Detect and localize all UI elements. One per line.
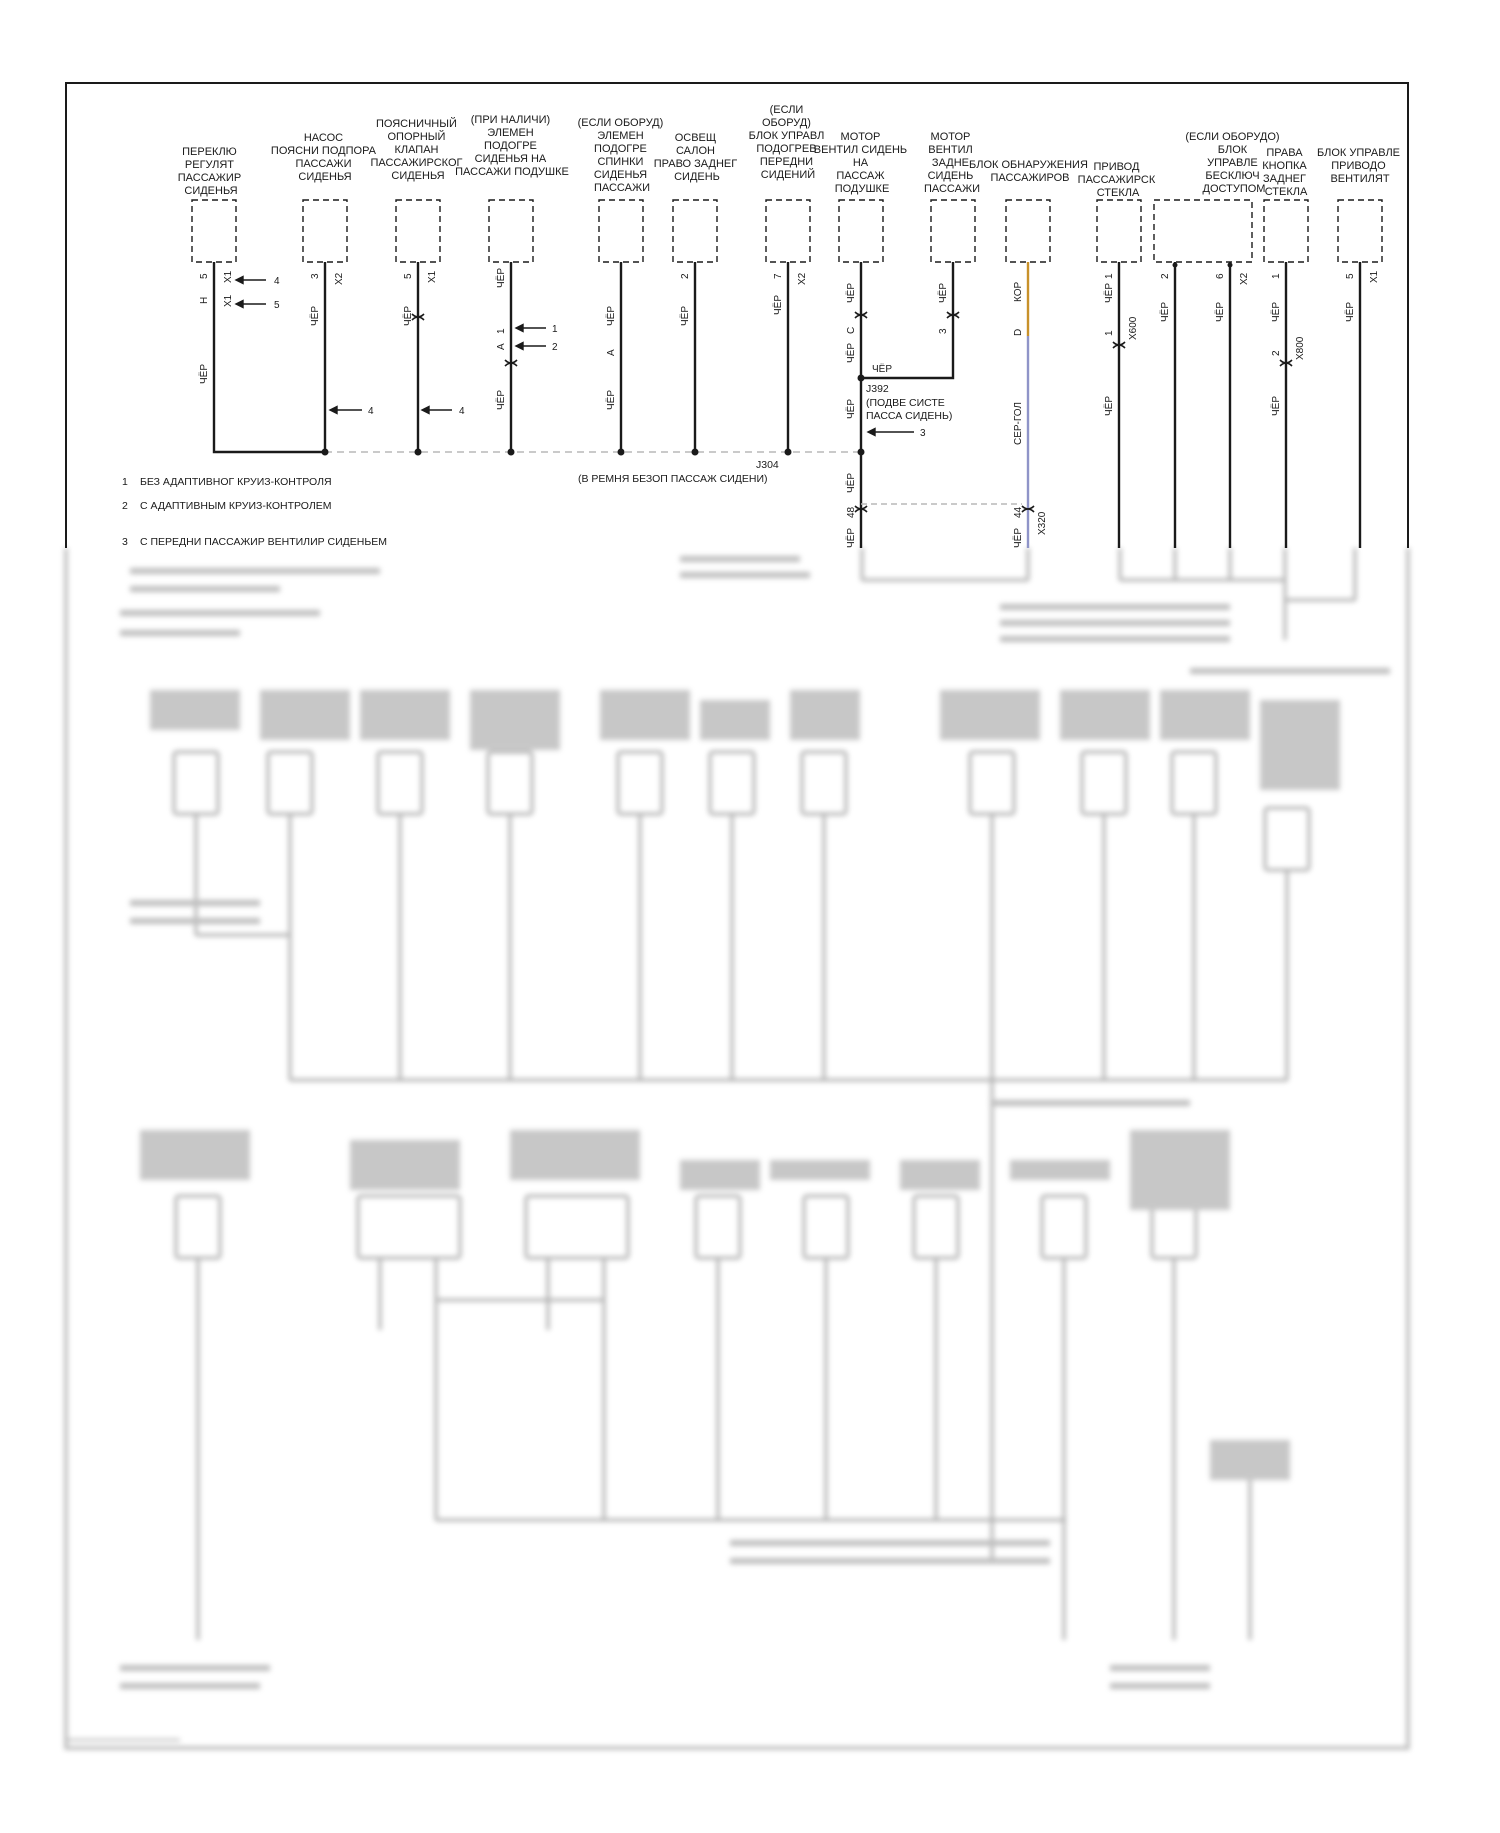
label-cushion-fan: МОТОР ВЕНТИЛ СИДЕНЬ НА ПАССАЖ ПОДУШКЕ (813, 131, 908, 195)
note-text: БЕЗ АДАПТИВНОГ КРУИЗ-КОНТРОЛЯ (140, 476, 332, 488)
wire-color-label: КОР (1013, 281, 1024, 302)
wire-color-label: ЧЁР (199, 363, 210, 384)
pin-label: X1 (223, 270, 234, 283)
pin-label: X2 (797, 272, 808, 285)
splice-j392-desc: ПАССА СИДЕНЬ) (866, 410, 953, 422)
splice-dot (508, 449, 515, 456)
callout-arrows (236, 277, 914, 436)
pin-label: X600 (1128, 316, 1139, 340)
pin-label: 2 (680, 273, 691, 279)
pin-label: 3 (938, 328, 949, 334)
component-box-window-motor (1097, 200, 1141, 262)
wire-color-label: ЧЁР (773, 294, 784, 315)
component-box-heater-module (766, 200, 810, 262)
wire-color-label: ЧЁР (1104, 282, 1115, 303)
pin-label: X2 (334, 272, 345, 285)
pin-dots (1173, 263, 1233, 268)
wire-color-label: ЧЁР (872, 364, 893, 375)
pin-label: X320 (1037, 511, 1048, 535)
wire-color-label: ЧЁР (846, 472, 857, 493)
wire-color-label: ЧЁР (1271, 395, 1282, 416)
wire-color-label: ЧЁР (846, 342, 857, 363)
pin-label: 6 (1215, 273, 1226, 279)
pin-label: X1 (1369, 270, 1380, 283)
label-lumbar-pump: НАСОС ПОЯСНИ ПОДПОРА ПАССАЖИ СИДЕНЬЯ (270, 132, 377, 183)
wire-color-label: ЧЁР (310, 305, 321, 326)
splice-dot (785, 449, 792, 456)
wire-color-label: ЧЁР (846, 398, 857, 419)
pin-label: 1 (1104, 273, 1115, 279)
component-box-keyless-module (1154, 200, 1252, 262)
wire-color-label: ЧЁР (496, 389, 507, 410)
label-window-motor: ПРИВОД ПАССАЖИРСК СТЕКЛА (1077, 161, 1156, 199)
wire-color-label: ЧЁР (1160, 301, 1171, 322)
note-number: 2 (122, 500, 128, 512)
splice-dot (858, 375, 865, 382)
pin-label: 1 (1104, 330, 1115, 336)
component-box-back-fan (931, 200, 975, 262)
callout-numbers (274, 276, 926, 439)
pin-label: X2 (1239, 272, 1250, 285)
note-text: С ПЕРЕДНИ ПАССАЖИР ВЕНТИЛИР СИДЕНЬЕМ (140, 536, 388, 548)
callout-number: 4 (274, 276, 280, 287)
pin-label: 5 (1345, 273, 1356, 279)
splice-j304-name: J304 (756, 459, 779, 471)
pin-label: 7 (773, 273, 784, 279)
component-box-fan-control (1338, 200, 1382, 262)
wire-color-label: ЧЁР (1271, 301, 1282, 322)
label-fan-control: БЛОК УПРАВЛЕ ПРИВОДО ВЕНТИЛЯТ (1316, 147, 1400, 185)
wire-seat-switch (214, 262, 325, 452)
label-rear-lamp: ОСВЕЩ САЛОН ПРАВО ЗАДНЕГ СИДЕНЬ (653, 132, 738, 183)
component-box-rear-window-switch (1264, 200, 1308, 262)
wires (214, 262, 1360, 548)
pin-label: D (1013, 328, 1024, 336)
label-lumbar-valve: ПОЯСНИЧНЫЙ ОПОРНЫЙ КЛАПАН ПАССАЖИРСКОГ СИДЕНЬЯ (370, 118, 463, 182)
splice-dot (618, 449, 625, 456)
wire-color-label: ЧЁР (938, 282, 949, 303)
splice-j392-name: J392 (866, 383, 889, 395)
wire-color-label: ЧЁР (1013, 527, 1024, 548)
splice-j392-desc: (ПОДВЕ СИСТЕ (866, 397, 945, 409)
pin-label: 5 (403, 273, 414, 279)
splice-dot (322, 449, 329, 456)
pin-label: 5 (199, 273, 210, 279)
component-box-seat-switch (192, 200, 236, 262)
splice-labels (578, 383, 952, 485)
splice-dot (692, 449, 699, 456)
callout-number: 5 (274, 300, 280, 311)
splice-dot (858, 449, 865, 456)
note-number: 3 (122, 536, 128, 548)
pin-dot (1228, 263, 1233, 268)
label-cushion-heater: (ПРИ НАЛИЧИ) ЭЛЕМЕН ПОДОГРЕ СИДЕНЬЯ НА ПАССАЖИ ПОДУШКЕ (455, 114, 569, 178)
note-number: 1 (122, 476, 128, 488)
component-box-lumbar-pump (303, 200, 347, 262)
callout-number: 2 (552, 342, 558, 353)
pin-label: X1 (223, 294, 234, 307)
wire-color-label: ЧЁР (606, 389, 617, 410)
splice-points (322, 375, 865, 456)
label-seat-switch: ПЕРЕКЛЮ РЕГУЛЯТ ПАССАЖИР СИДЕНЬЯ (177, 146, 242, 197)
component-box-occupant-detection (1006, 200, 1050, 262)
callout-number: 3 (920, 428, 926, 439)
pin-label: C (846, 326, 857, 334)
label-back-heater: (ЕСЛИ ОБОРУД) ЭЛЕМЕН ПОДОГРЕ СПИНКИ СИДЕНЬЯ ПАССАЖИ (577, 117, 664, 194)
wire-color-label: ЧЁР (846, 527, 857, 548)
component-box-cushion-heater (489, 200, 533, 262)
pin-label: X800 (1295, 336, 1306, 360)
component-box-back-heater (599, 200, 643, 262)
callout-number: 4 (459, 406, 465, 417)
pin-label: 44 (1013, 506, 1024, 518)
splice-j304-desc: (В РЕМНЯ БЕЗОП ПАССАЖ СИДЕНИ) (578, 473, 768, 485)
note-text: С АДАПТИВНЫМ КРУИЗ-КОНТРОЛЕМ (140, 500, 332, 512)
callout-number: 1 (552, 324, 558, 335)
wire-color-label: ЧЁР (680, 305, 691, 326)
notes (122, 476, 387, 548)
label-heater-module: (ЕСЛИ ОБОРУД) БЛОК УПРАВЛ ПОДОГРЕВ ПЕРЕДНИ СИДЕНИЙ (748, 104, 825, 181)
pin-label: 2 (1271, 350, 1282, 356)
wire-color-label: ЧЁР (1345, 301, 1356, 322)
pin-label: 2 (1160, 273, 1171, 279)
pin-label: 1 (496, 328, 507, 334)
pin-label: 3 (310, 273, 321, 279)
label-back-fan: МОТОР ВЕНТИЛ ЗАДНЕ СИДЕНЬ ПАССАЖИ (923, 131, 981, 195)
pin-label: 48 (846, 506, 857, 518)
wire-color-label: ЧЁР (403, 305, 414, 326)
pin-label: X1 (427, 270, 438, 283)
component-labels (178, 104, 1403, 199)
pin-label: A (496, 343, 507, 350)
pin-label: Н (199, 296, 210, 304)
wire-color-label: ЧЁР (1104, 395, 1115, 416)
wire-back-fan (861, 262, 953, 378)
splice-dot (415, 449, 422, 456)
blurred-diagram-region (66, 548, 1408, 1748)
component-box-cushion-fan (839, 200, 883, 262)
component-box-lumbar-valve (396, 200, 440, 262)
callout-number: 4 (368, 406, 374, 417)
label-keyless-module: (ЕСЛИ ОБОРУДО) БЛОК УПРАВЛЕ БЕСКЛЮЧ ДОСТУПОМ (1185, 131, 1280, 195)
pin-label: 1 (1271, 273, 1282, 279)
component-box-rear-lamp (673, 200, 717, 262)
label-occupant-detection: БЛОК ОБНАРУЖЕНИЯ ПАССАЖИРОВ (969, 159, 1088, 184)
label-rear-window-switch: ПРАВА КНОПКА ЗАДНЕГ СТЕКЛА (1262, 147, 1308, 198)
wire-color-label: ЧЁР (1215, 301, 1226, 322)
pin-label: A (606, 349, 617, 356)
wire-color-label: ЧЁР (606, 305, 617, 326)
wire-color-label: ЧЁР (496, 267, 507, 288)
pin-dot (1173, 263, 1178, 268)
component-boxes (192, 200, 1382, 262)
wire-color-label: СЕР-ГОЛ (1013, 402, 1024, 445)
wire-color-label: ЧЁР (846, 282, 857, 303)
